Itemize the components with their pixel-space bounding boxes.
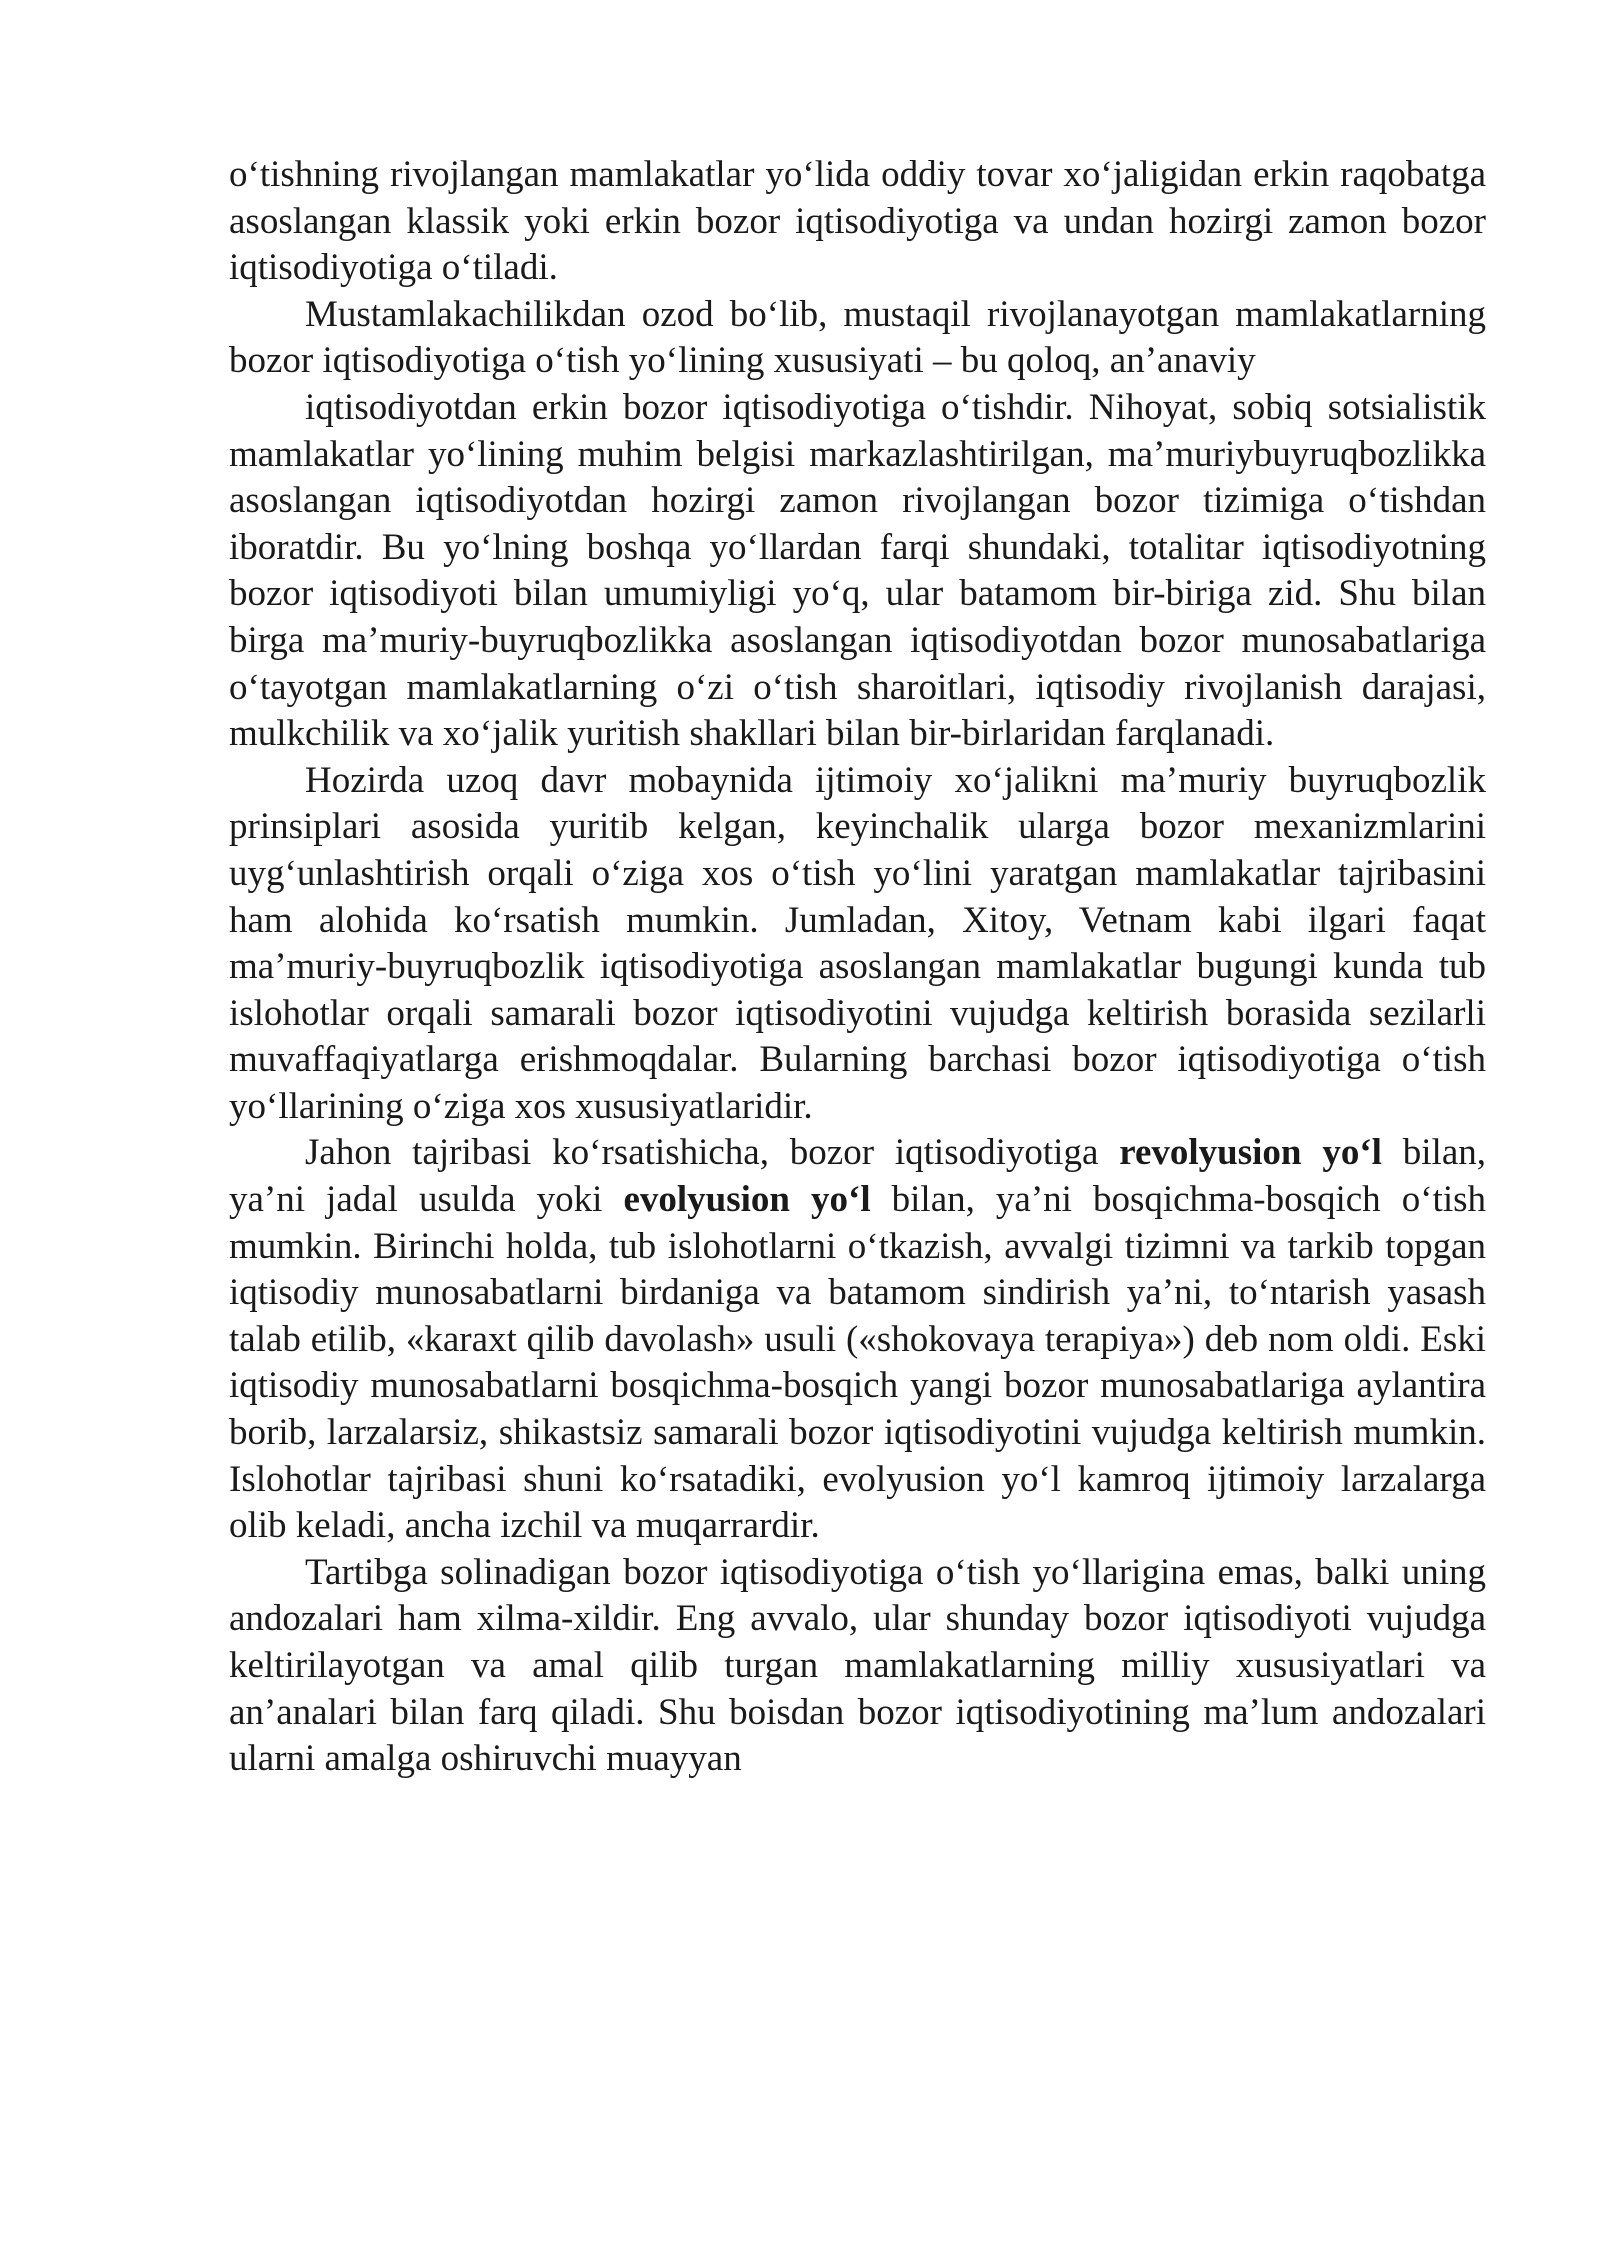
paragraph-5 <box>229 1130 1486 1549</box>
paragraph-5-text-d: bilan, ya’ni bosqichma-bosqich o‘tish mumkin. Birinchi holda, tub islohotlarni o‘tkazish, avvalgi tizimni va tarkib topgan iqtisodiy munosabatlarni birdaniga va batamom sindirish ya’ni, to‘ntarish yasash talab etilib, «karaxt qilib davolash» usuli («shokovaya terapiya») deb nom oldi. Eski iqtisodiy munosabatlarni bosqichma-bosqich yangi bozor munosabatlariga aylantira borib, larzalarsiz, shikastsiz samarali bozor iqtisodiyotini vujudga keltirish mumkin. Islohotlar tajribasi shuni ko‘rsatadiki, evolyusion yo‘l kamroq ijtimoiy larzalarga olib keladi, ancha izchil va muqarrardir. <box>229 1179 1486 1547</box>
term-revolutionary-path: revolyusion yo‘l <box>1119 1132 1382 1174</box>
paragraph-5-text-c: bilan, ya’ni jadal usulda yoki <box>229 1132 1486 1221</box>
paragraph-2: Mustamlakachilikdan ozod bo‘lib, mustaqil rivojlanayotgan mamlakatlarning bozor iqtisodiyotiga o‘tish yo‘lining xususiyati – bu qoloq, an’anaviy <box>229 293 1486 382</box>
document-page <box>229 152 1486 1783</box>
paragraph-4: Hozirda uzoq davr mobaynida ijtimoiy xo‘jalikni ma’muriy buyruqbozlik prinsiplari asosida yuritib kelgan, keyinchalik ularga bozor mexanizmlarini uyg‘unlashtirish orqali o‘ziga xos o‘tish yo‘lini yaratgan mamlakatlar tajribasini ham alohida ko‘rsatish mumkin. Jumladan, Xitoy, Vetnam kabi ilgari faqat ma’muriy-buyruqbozlik iqtisodiyotiga asoslangan mamlakatlar bugungi kunda tub islohotlar orqali samarali bozor iqtisodiyotini vujudga keltirish borasida sezilarli muvaffaqiyatlarga erishmoqdalar. Bularning barchasi bozor iqtisodiyotiga o‘tish yo‘llarining o‘ziga xos xususiyatlaridir. <box>229 759 1486 1127</box>
paragraph-5-text-a: Jahon tajribasi ko‘rsatishicha, bozor iqtisodiyotiga <box>305 1132 1120 1174</box>
paragraph-1: o‘tishning rivojlangan mamlakatlar yo‘lida oddiy tovar xo‘jaligidan erkin raqobatga asoslangan klassik yoki erkin bozor iqtisodiyotiga va undan hozirgi zamon bozor iqtisodiyotiga o‘tiladi. <box>229 154 1486 289</box>
paragraph-6: Tartibga solinadigan bozor iqtisodiyotiga o‘tish yo‘llarigina emas, balki uning andozalari ham xilma-xildir. Eng avvalo, ular shunday bozor iqtisodiyoti vujudga keltirilayotgan va amal qilib turgan mamlakatlarning milliy xususiyatlari va an’analari bilan farq qiladi. Shu boisdan bozor iqtisodiyotining ma’lum andozalari ularni amalga oshiruvchi muayyan <box>229 1551 1486 1780</box>
paragraph-3: iqtisodiyotdan erkin bozor iqtisodiyotiga o‘tishdir. Nihoyat, sobiq sotsialistik mamlakatlar yo‘lining muhim belgisi markazlashtirilgan, ma’muriybuyruqbozlikka asoslangan iqtisodiyotdan hozirgi zamon rivojlangan bozor tizimiga o‘tishdan iboratdir. Bu yo‘lning boshqa yo‘llardan farqi shundaki, totalitar iqtisodiyotning bozor iqtisodiyoti bilan umumiyligi yo‘q, ular batamom bir-biriga zid. Shu bilan birga ma’muriy-buyruqbozlikka asoslangan iqtisodiyotdan bozor munosabatlariga o‘tayotgan mamlakatlarning o‘zi o‘tish sharoitlari, iqtisodiy rivojlanish darajasi, mulkchilik va xo‘jalik yuritish shakllari bilan bir-birlaridan farqlanadi. <box>229 386 1486 755</box>
term-evolutionary-path: evolyusion yo‘l <box>623 1179 871 1221</box>
